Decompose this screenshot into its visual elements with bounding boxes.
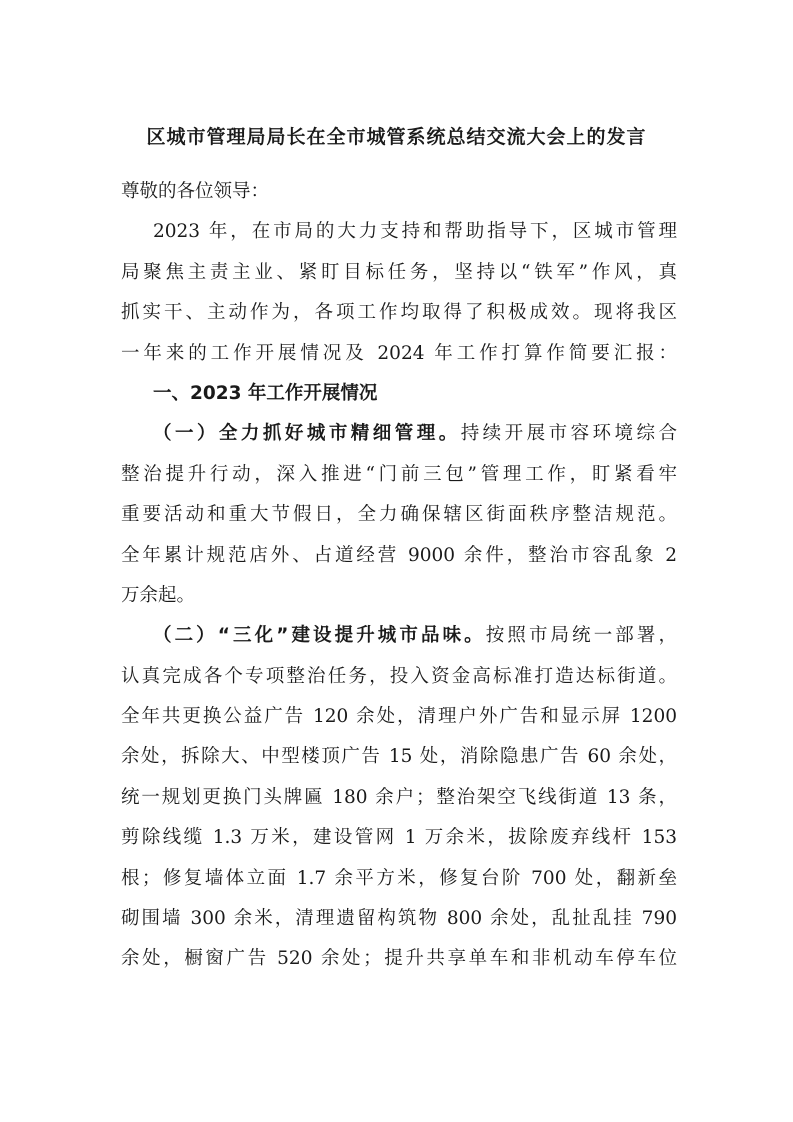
item-line: 整治提升行动，深入推进“门前三包”管理工作，盯紧看牢 [121, 463, 677, 485]
item-line: 余处，橱窗广告 520 余处；提升共享单车和非机动车停车位 [121, 948, 677, 970]
document-title: 区城市管理局局长在全市城管系统总结交流大会上的发言 [146, 126, 647, 148]
section-heading: 一、2023 年工作开展情况 [153, 382, 378, 404]
item-heading: （二）“三化”建设提升城市品味。 [153, 625, 486, 647]
item-first-line [121, 414, 677, 454]
item-line: 剪除线缆 1.3 万米，建设管网 1 万余米，拔除废弃线杆 153 [121, 827, 677, 849]
intro-line: 局聚焦主责主业、紧盯目标任务，坚持以“铁军”作风，真 [121, 261, 677, 283]
item-line: 全年累计规范店外、占道经营 9000 余件，整治市容乱象 2 [121, 544, 677, 566]
item-first-line [121, 616, 677, 656]
item-heading: （一）全力抓好城市精细管理。 [153, 423, 461, 445]
intro-line: 2023 年，在市局的大力支持和帮助指导下，区城市管理 [153, 221, 677, 243]
item-line: 认真完成各个专项整治任务，投入资金高标准打造达标街道。 [121, 665, 677, 687]
intro-line: 抓实干、主动作为，各项工作均取得了积极成效。现将我区 [121, 302, 677, 324]
item-line: 根；修复墙体立面 1.7 余平方米，修复台阶 700 处，翻新垒 [121, 867, 677, 889]
item-line: 余处，拆除大、中型楼顶广告 15 处，消除隐患广告 60 余处， [121, 746, 677, 768]
item-line: 全年共更换公益广告 120 余处，清理户外广告和显示屏 1200 [121, 706, 677, 728]
document-body [121, 172, 677, 980]
item-text: 持续开展市容环境综合 [460, 423, 677, 445]
item-line: 重要活动和重大节假日，全力确保辖区街面秩序整洁规范。 [121, 504, 677, 526]
item-line: 统一规划更换门头牌匾 180 余户；整治架空飞线街道 13 条， [121, 786, 677, 808]
intro-line: 一年来的工作开展情况及 2024 年工作打算作简要汇报： [121, 342, 677, 364]
item-text: 按照市局统一部署， [485, 625, 677, 647]
item-line: 万余起。 [121, 584, 196, 606]
salutation: 尊敬的各位领导： [121, 181, 270, 202]
item-line: 砌围墙 300 余米，清理遗留构筑物 800 余处，乱扯乱挂 790 [121, 908, 677, 930]
